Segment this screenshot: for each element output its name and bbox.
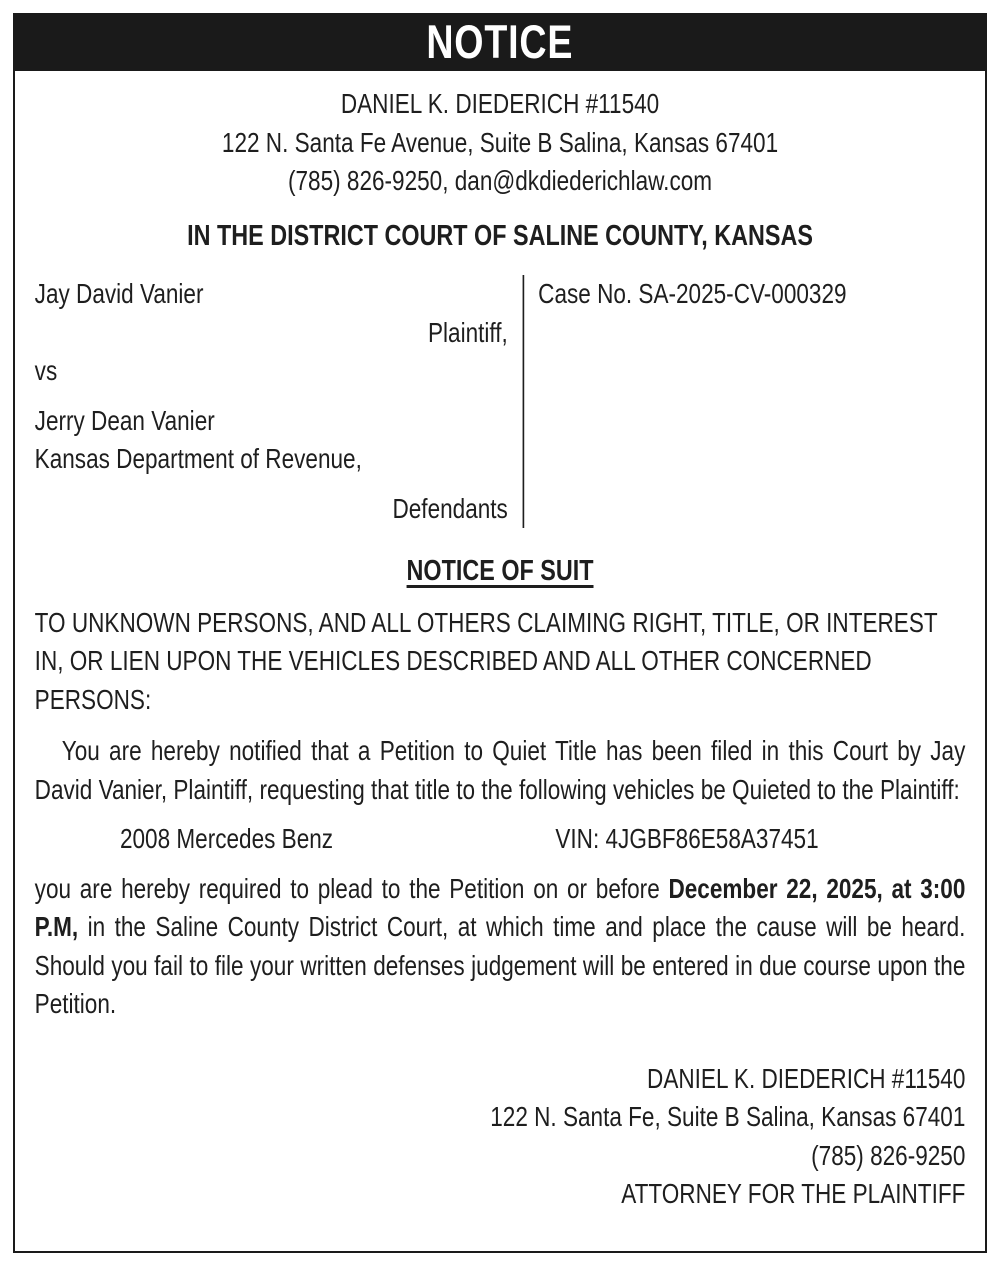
attorney-header-block xyxy=(35,85,966,201)
case-caption xyxy=(35,275,966,528)
addressees-paragraph: TO UNKNOWN PERSONS, AND ALL OTHERS CLAIMING RIGHT, TITLE, OR INTEREST IN, OR LIEN UPON THE VEHICLES DESCRIBED AND ALL OTHER CONCERNED PERSONS: xyxy=(34,606,938,715)
notified-paragraph: You are hereby notified that a Petition to Quiet Title has been filed in this Court by Jay David Vanier, Plaintiff, requesting that title to the following vehicles be Quieted to the Plaintiff: xyxy=(34,735,966,805)
attorney-contact-line: (785) 826-9250, dan@dkdiederichlaw.com xyxy=(288,165,713,196)
plead-deadline: December 22, 2025, at 3:00 P.M, xyxy=(34,872,966,942)
signature-role: ATTORNEY FOR THE PLAINTIFF xyxy=(621,1178,966,1209)
signature-block xyxy=(35,1060,966,1214)
defendant-name-line: Kansas Department of Revenue, xyxy=(34,443,362,474)
plead-text-after: in the Saline County District Court, at which time and place the cause will be heard. Should you fail to file your written defenses judgement will be entered in due course upon the Petition. xyxy=(34,911,966,1019)
notice-banner-title: NOTICE xyxy=(426,14,574,68)
notice-banner xyxy=(14,14,986,71)
plaintiff-name: Jay David Vanier xyxy=(34,278,204,309)
caption-parties-column xyxy=(35,275,523,528)
plead-paragraph xyxy=(35,870,966,1024)
court-title: IN THE DISTRICT COURT OF SALINE COUNTY, KANSAS xyxy=(187,219,813,252)
versus-label: vs xyxy=(34,355,58,386)
defendants-role-label: Defendants xyxy=(392,492,508,524)
vehicle-description: 2008 Mercedes Benz xyxy=(119,823,334,854)
defendant-name-line: Jerry Dean Vanier xyxy=(34,404,215,436)
vehicle-vin: VIN: 4JGBF86E58A37451 xyxy=(555,823,819,854)
attorney-address-line: 122 N. Santa Fe Avenue, Suite B Salina, Kansas 67401 xyxy=(221,126,779,158)
vehicle-row xyxy=(35,820,966,859)
defendant-names-block xyxy=(35,402,523,479)
plaintiff-role-label: Plaintiff, xyxy=(428,316,508,348)
caption-case-column xyxy=(524,275,965,528)
case-number: Case No. SA-2025-CV-000329 xyxy=(538,278,847,309)
plead-text-before: you are hereby required to plead to the Petition on or before xyxy=(34,872,669,904)
notice-document xyxy=(13,13,987,1253)
document-body xyxy=(15,85,985,1214)
attorney-name-line: DANIEL K. DIEDERICH #11540 xyxy=(340,88,660,119)
notice-of-suit-heading: NOTICE OF SUIT xyxy=(406,555,594,587)
signature-address: 122 N. Santa Fe, Suite B Salina, Kansas 67401 xyxy=(490,1101,966,1132)
signature-phone: (785) 826-9250 xyxy=(811,1139,966,1171)
signature-attorney-name: DANIEL K. DIEDERICH #11540 xyxy=(647,1062,966,1094)
